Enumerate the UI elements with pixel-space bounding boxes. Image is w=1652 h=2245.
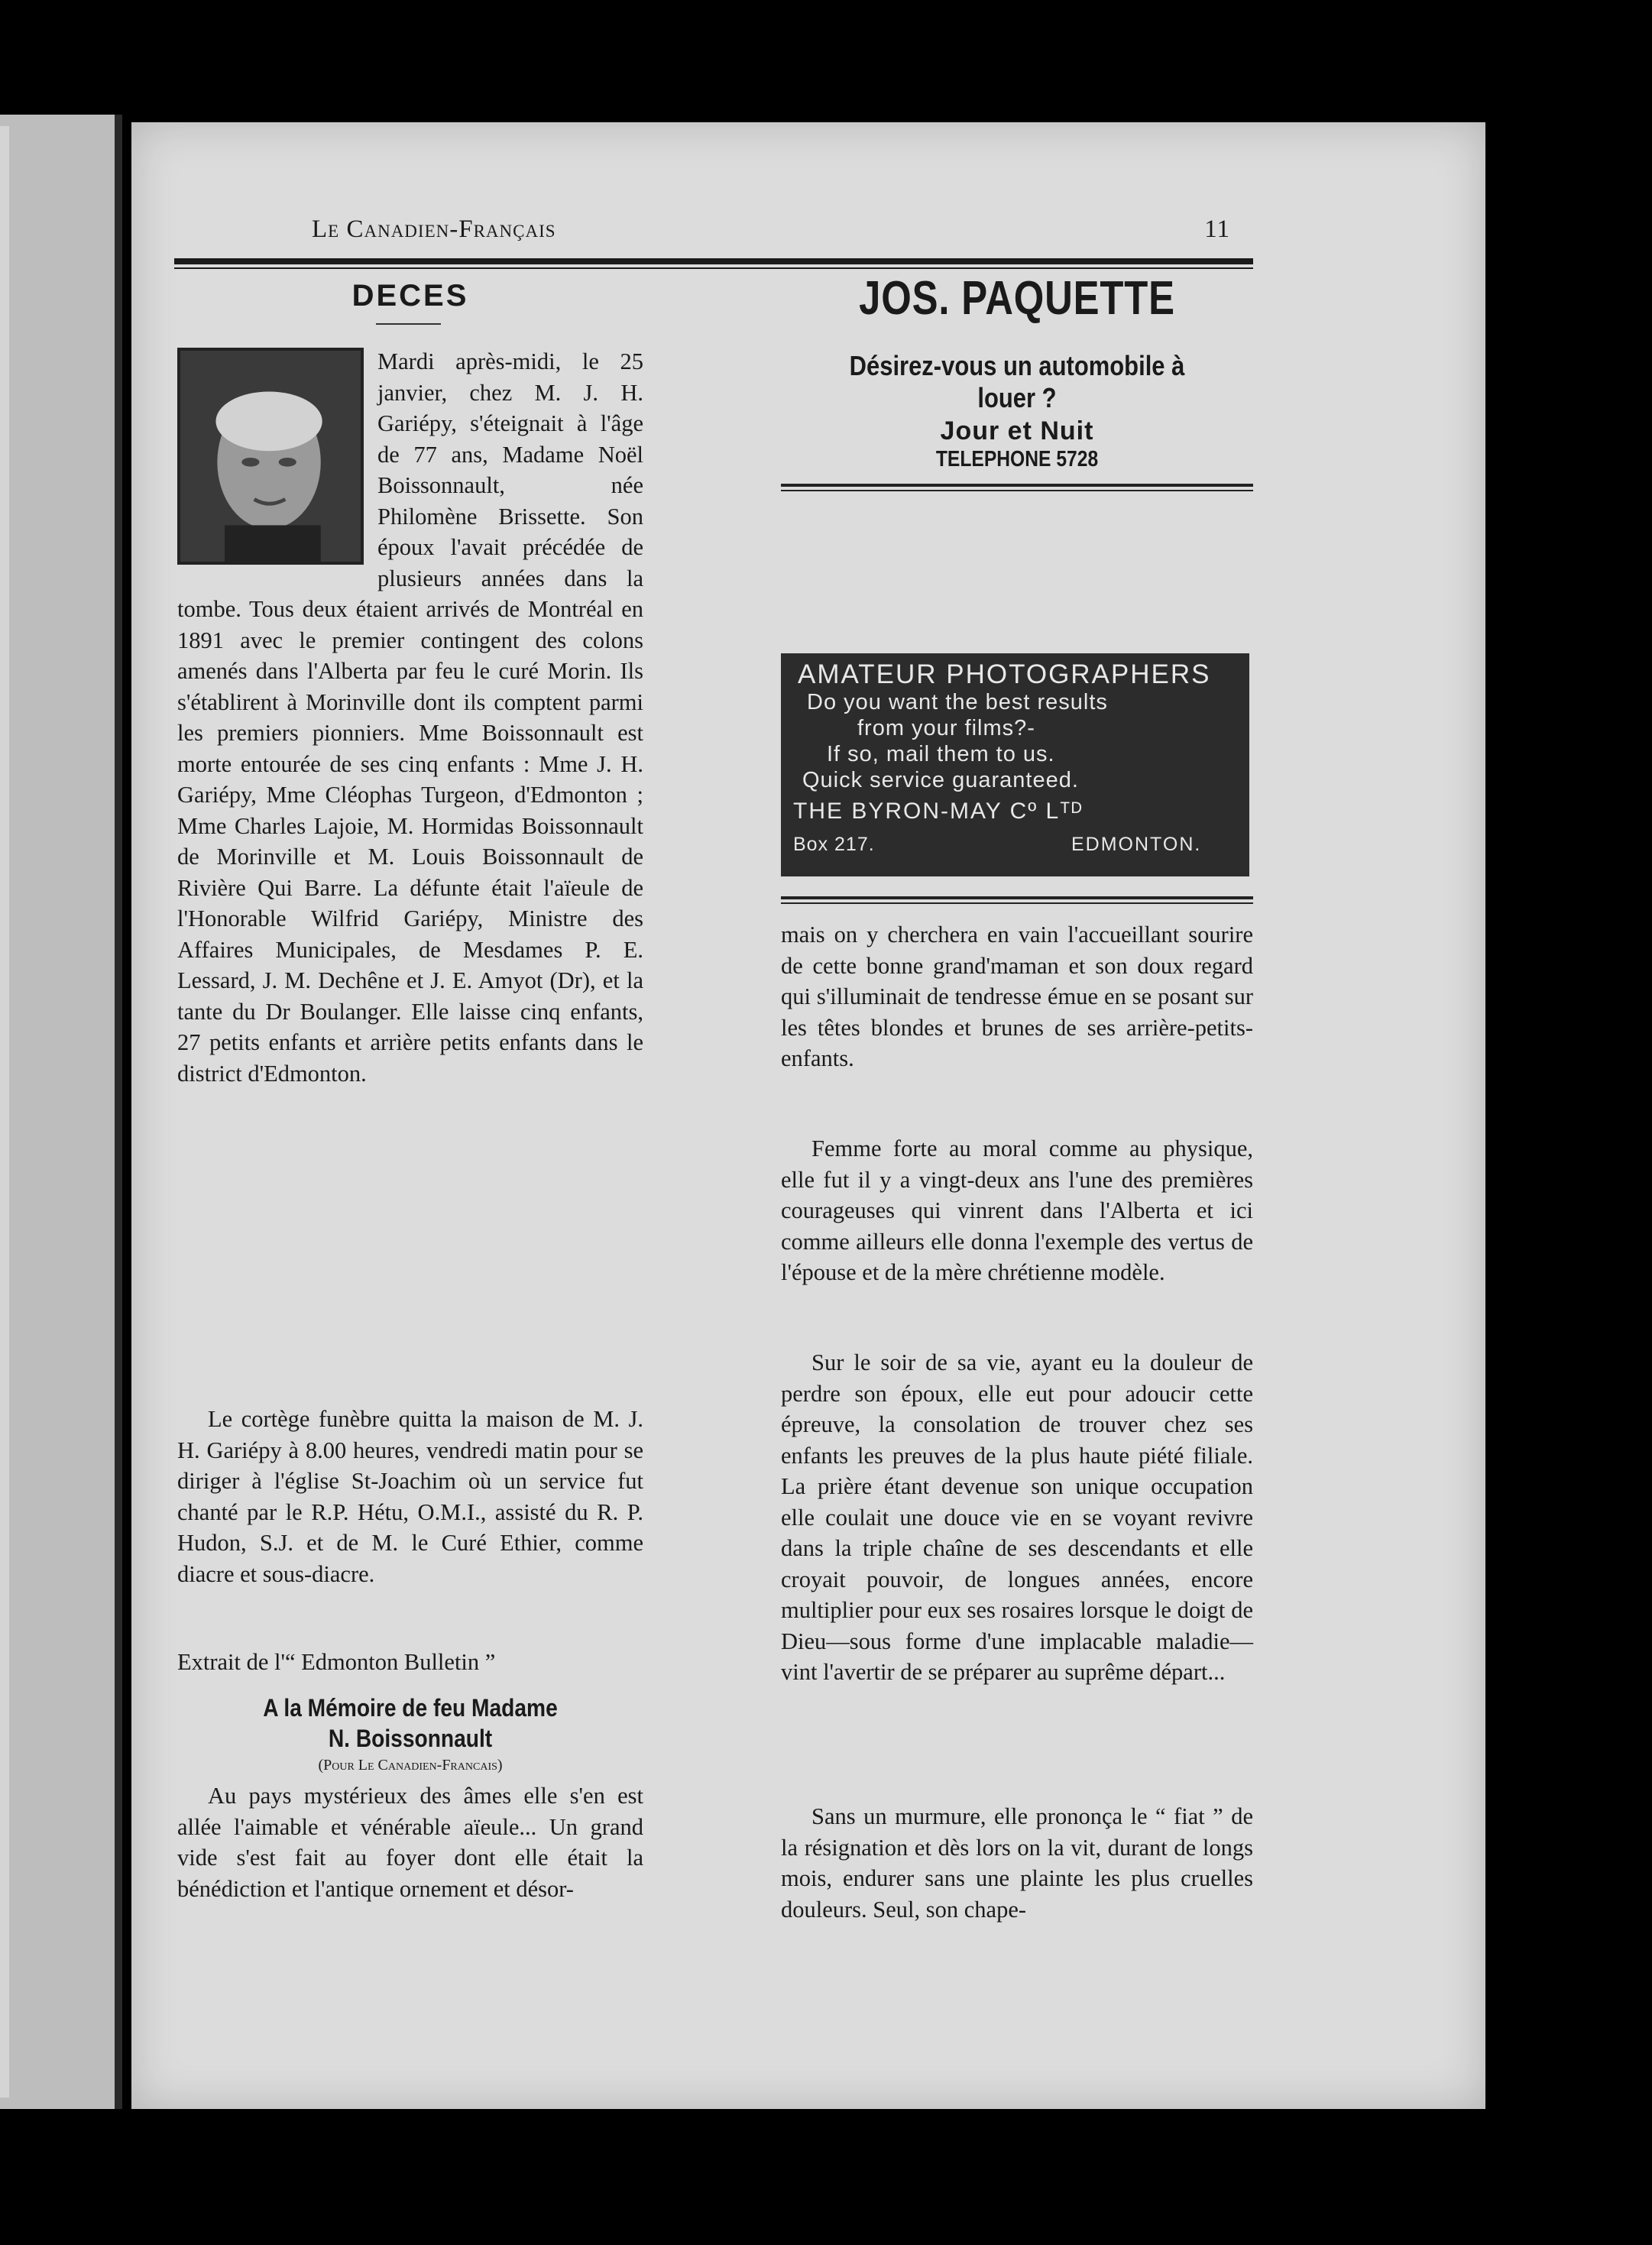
- photo-ad-line-3: from your films?-: [857, 716, 1035, 740]
- deces-paragraph-1: Mardi après-midi, le 25 janvier, chez M. J. H. Gariépy, s'éteignait à l'âge de 77 ans, Madame Noël Boissonnault, née Philomène Brissette. Son époux l'avait précédée de plusieurs années dans la tombe. Tous deux étaient arrivés de Montréal en 1891 avec le premier contingent des colons amenés dans l'Alberta par feu le curé Morin. Ils s'établirent à Morinville dont ils comptent parmi les premiers pionniers. Mme Boissonnault est morte entourée de ses cinq enfants : Mme J. H. Gariépy, Mme Cléophas Turgeon, d'Edmonton ; Mme Charles Lajoie, M. Hormidas Boissonnault de Morinville et M. Louis Boissonnault de Rivière Qui Barre. La défunte était l'aïeule de l'Honorable Wilfrid Gariépy, Ministre des Affaires Municipales, de Mesdames P. E. Lessard, J. M. Dechêne et J. E. Amyot (Dr), et la tante du Dr Boulanger. Elle laisse cinq enfants, 27 petits enfants et arrière petits enfants dans le district d'Edmonton.: [177, 348, 643, 1087]
- adjacent-page: [0, 115, 122, 2109]
- photo-ad-line-5: Quick service guaranteed.: [802, 768, 1079, 792]
- header-rule: [174, 258, 1253, 264]
- photo-ad-line-2: Do you want the best results: [807, 690, 1108, 714]
- ad-divider-bottom: [781, 896, 1253, 899]
- paquette-ad-line-2: louer ?: [977, 382, 1057, 413]
- paquette-ad-offer: [814, 350, 1220, 414]
- page-number: 11: [1204, 215, 1230, 243]
- memoire-paragraph-3: Sur le soir de sa vie, ayant eu la douleur de perdre son époux, elle eut pour adoucir cette épreuve, la consolation de trouver chez ses enfants les preuves de la plus haute piété filiale. La prière étant devenue son unique occupation elle coulait une douce vie en se voyant revivre dans la triple chaîne de ses descendants et elle croyait pouvoir, de longues années, encore multiplier pour eux ses rosaires lorsque le doigt de Dieu—sous forme d'une implacable maladie—vint l'avertir de se préparer au suprême départ...: [781, 1349, 1253, 1685]
- running-header: [174, 215, 1253, 261]
- memoire-paragraph-1: Au pays mystérieux des âmes elle s'en est allée l'aimable et vénérable aïeule... Un grand vide s'est fait au foyer dont elle était la bénédiction et l'antique ornement et désor-: [177, 1783, 643, 1902]
- photo-ad-box: Box 217.: [793, 834, 875, 855]
- photo-ad-company: THE BYRON-MAY Cº Lᵀᴰ: [793, 799, 1084, 824]
- paquette-ad-name: JOS. PAQUETTE: [859, 272, 1175, 325]
- journal-title: Le Canadien-Français: [312, 215, 556, 243]
- paquette-ad-telephone: TELEPHONE 5728: [935, 447, 1099, 471]
- photo-ad-line-1: AMATEUR PHOTOGRAPHERS: [798, 659, 1211, 689]
- memoire-heading-line-1: A la Mémoire de feu Madame: [263, 1694, 558, 1722]
- paquette-ad-line-1: Désirez-vous un automobile à: [849, 350, 1185, 381]
- photo-ad-city: EDMONTON.: [1071, 834, 1202, 855]
- ad-divider-top-thin: [781, 490, 1253, 491]
- header-rule-thin: [174, 267, 1253, 269]
- memoire-heading-line-2: N. Boissonnault: [328, 1725, 493, 1752]
- memoire-paragraph-1-continued: mais on y cherchera en vain l'accueillant sourire de cette bonne grand'maman et son doux regard qui s'illuminait de tendresse émue en se posant sur les têtes blondes et brunes de ses arrière-petits-enfants.: [781, 922, 1253, 1071]
- deces-heading: DECES: [351, 279, 469, 313]
- memoire-paragraph-2: Femme forte au moral comme au physique, elle fut il y a vingt-deux ans l'une des premières courageuses qui vinrent dans l'Alberta et ici comme ailleurs elle donna l'exemple des vertus de l'épouse et de la mère chrétienne modèle.: [781, 1135, 1253, 1285]
- memoire-paragraph-4: Sans un murmure, elle prononça le “ fiat ” de la résignation et dès lors on la vit, durant de longs mois, endurer sans une plainte les plus cruelles douleurs. Seul, son chape-: [781, 1803, 1253, 1923]
- memoire-heading: [206, 1693, 616, 1754]
- paquette-ad-hours: Jour et Nuit: [940, 416, 1094, 445]
- ad-divider-bottom-thin: [781, 902, 1253, 904]
- photo-ad-line-4: If so, mail them to us.: [827, 742, 1055, 766]
- deces-paragraph-2: Le cortège funèbre quitta la maison de M. J. H. Gariépy à 8.00 heures, vendredi matin pour se diriger à l'église St-Joachim où un service fut chanté par le R.P. Hétu, O.M.I., assisté du R. P. Hudon, S.J. et de M. le Curé Ethier, comme diacre et sous-diacre.: [177, 1406, 643, 1587]
- ad-divider-top: [781, 484, 1253, 487]
- deces-divider: [376, 323, 441, 325]
- adjacent-page-edge: [0, 126, 9, 2098]
- memoire-subtitle: (Pour Le Canadien-Francais): [318, 1757, 503, 1774]
- source-credit: Extrait de l'“ Edmonton Bulletin ”: [177, 1649, 496, 1675]
- photographers-ad: [781, 653, 1249, 876]
